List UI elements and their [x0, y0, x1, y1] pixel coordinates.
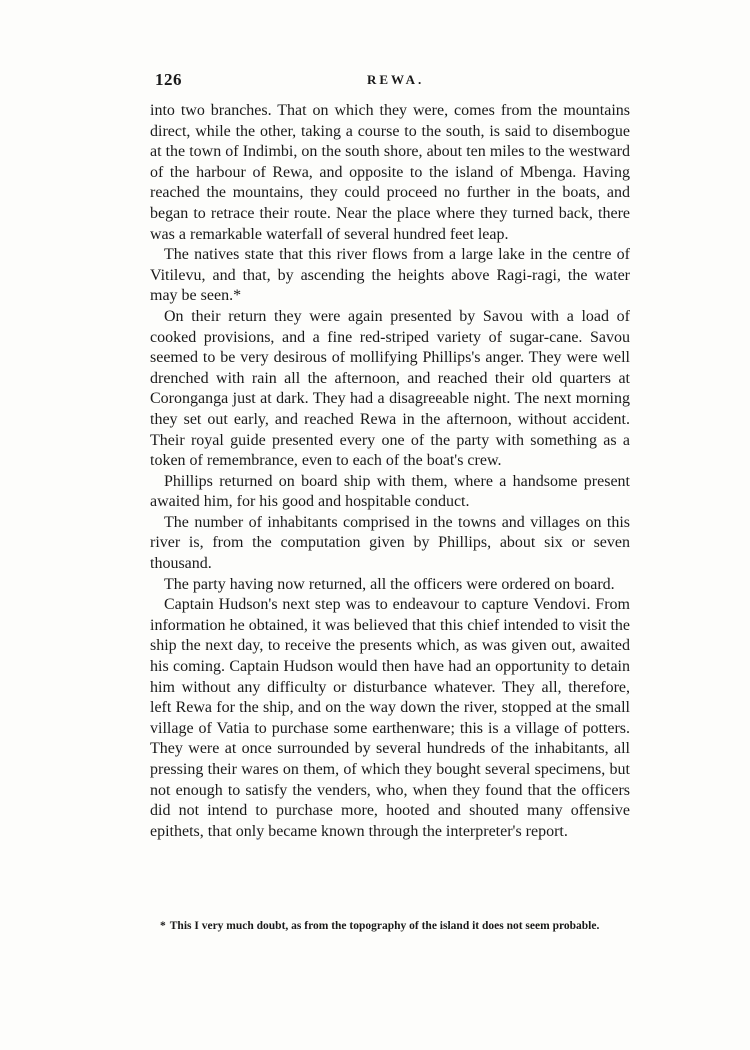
running-title: REWA.: [367, 72, 425, 87]
paragraph-officers-board: The party having now returned, all the officers were ordered on board.: [164, 575, 615, 593]
footnote-text: This I very much doubt, as from the topography of the island it does not seem probable.: [169, 920, 600, 932]
paragraph-return-journey: On their return they were again presented by Savou with a load of cooked provisions, and a fine red-striped variety of sugar-cane. Savou seemed to be very desirous of mollifying Phillips's anger. They were well drenched with rain all the afternoon, and reached their old quarters at Coronganga just at dark. They had a disagreeable night. The next morning they set out early, and reached Rewa in the afternoon, without accident. Their royal guide presented every one of the party with something as a token of remembrance, even to each of the boat's crew.: [150, 307, 630, 470]
footnote: [160, 918, 640, 934]
page-number: 126: [155, 70, 182, 89]
paragraph-capture-vendovi: Captain Hudson's next step was to endeavour to capture Vendovi. From information he obtained, it was believed that this chief intended to visit the ship the next day, to receive the presents which, as was given out, awaited his coming. Captain Hudson would then have had an opportunity to detain him without any difficulty or disturbance whatever. They all, therefore, left Rewa for the ship, and on the way down the river, stopped at the small village of Vatia to purchase some earthenware; this is a village of potters. They were at once surrounded by several hundreds of the inhabitants, all pressing their wares on them, of which they bought several specimens, but not enough to satisfy the venders, who, when they found that the officers did not intend to purchase more, hooted and shouted many offensive epithets, that only became known through the interpreter's report.: [150, 596, 630, 840]
running-head: [155, 70, 615, 94]
paragraph-inhabitants: The number of inhabitants comprised in the towns and villages on this river is, from the computation given by Phillips, about six or seven thousand.: [150, 513, 630, 573]
paragraph-river-branches: into two branches. That on which they were, comes from the mountains direct, while the other, taking a course to the south, is said to disembogue at the town of Indimbi, on the south shore, about ten miles to the westward of the harbour of Rewa, and opposite to the island of Mbenga. Having reached the mountains, they could proceed no further in the boats, and began to retrace their route. Near the place where they turned back, there was a remarkable waterfall of several hundred feet leap.: [150, 102, 630, 243]
footnote-mark: *: [160, 920, 166, 932]
paragraph-phillips-present: Phillips returned on board ship with them, where a handsome present awaited him, for his good and hospitable conduct.: [150, 472, 630, 511]
paragraph-lake-source: The natives state that this river flows from a large lake in the centre of Vitilevu, and that, by ascending the heights above Ragi-ragi, the water may be seen.*: [150, 246, 630, 305]
body-text: [150, 101, 630, 842]
